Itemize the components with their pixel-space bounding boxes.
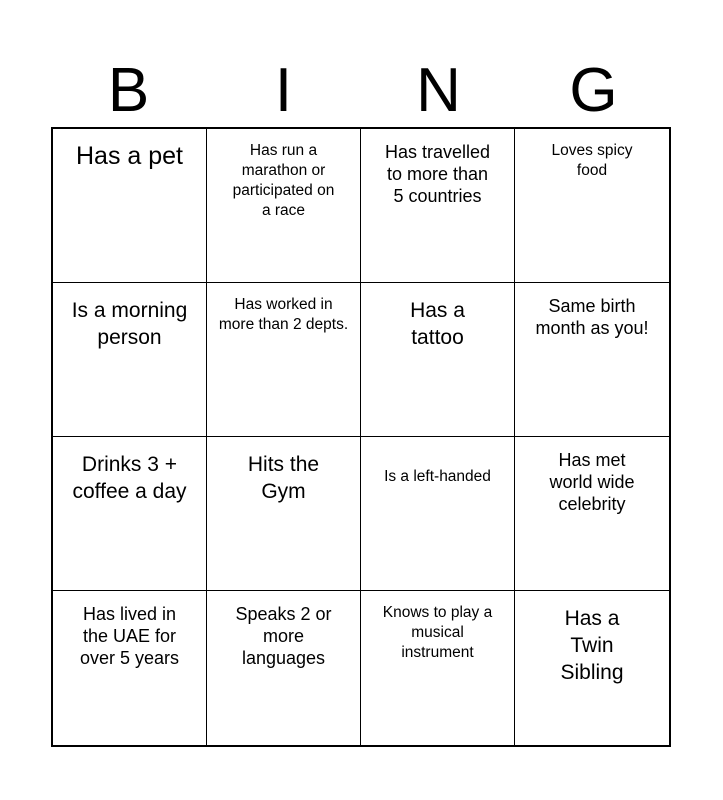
bingo-square-text: Hits the Gym <box>247 453 320 503</box>
bingo-square[interactable] <box>361 591 515 745</box>
bingo-square[interactable] <box>53 283 207 437</box>
bingo-square-text: Is a left-handed <box>384 468 491 485</box>
bingo-square-text: Is a morning person <box>71 299 188 349</box>
bingo-square-text: Has a Twin Sibling <box>560 607 624 684</box>
bingo-square-text: Has a pet <box>75 142 183 170</box>
bingo-square-text: Loves spicy food <box>551 142 633 179</box>
bingo-square[interactable] <box>515 437 669 591</box>
header-letter-g: G <box>569 56 618 125</box>
header-letter-b: B <box>107 56 150 125</box>
bingo-square[interactable] <box>207 591 361 745</box>
bingo-square[interactable] <box>53 591 207 745</box>
bingo-square[interactable] <box>515 129 669 283</box>
bingo-square-text: Speaks 2 or more languages <box>235 604 332 668</box>
bingo-square-text: Has travelled to more than 5 countries <box>384 142 491 206</box>
header-letter-i: I <box>274 56 293 125</box>
bingo-square-text: Has lived in the UAE for over 5 years <box>79 604 180 668</box>
header-letter-n: N <box>416 56 461 125</box>
bingo-square[interactable] <box>207 437 361 591</box>
bingo-card-grid <box>51 127 671 747</box>
bingo-square[interactable] <box>53 437 207 591</box>
bingo-square[interactable] <box>515 283 669 437</box>
bingo-square-text: Same birth month as you! <box>535 296 649 338</box>
bingo-square[interactable] <box>207 129 361 283</box>
bingo-square-text: Drinks 3 + coffee a day <box>72 453 187 503</box>
bingo-square[interactable] <box>361 283 515 437</box>
bingo-square-text: Has met world wide celebrity <box>549 450 635 514</box>
bingo-square[interactable] <box>207 283 361 437</box>
bingo-square[interactable] <box>361 129 515 283</box>
bingo-square-text: Has run a marathon or participated on a race <box>232 142 335 219</box>
bingo-square-text: Has a tattoo <box>410 299 465 349</box>
bingo-square[interactable] <box>361 437 515 591</box>
bingo-square[interactable] <box>53 129 207 283</box>
bingo-header <box>51 54 671 128</box>
bingo-square[interactable] <box>515 591 669 745</box>
bingo-square-text: Has worked in more than 2 depts. <box>218 296 349 333</box>
bingo-square-text: Knows to play a musical instrument <box>382 604 493 661</box>
